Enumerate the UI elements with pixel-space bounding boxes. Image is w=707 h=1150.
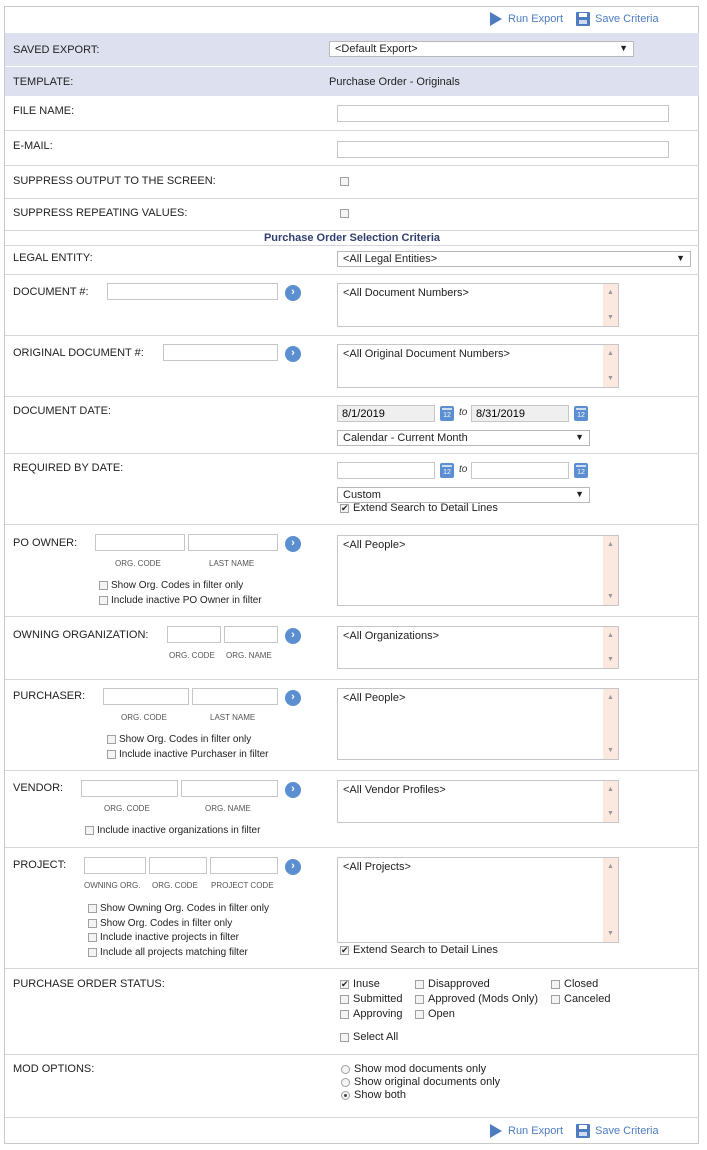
scrollbar[interactable] <box>603 284 618 326</box>
save-criteria-link[interactable]: Save Criteria <box>595 13 659 25</box>
legal-entity-value: <All Legal Entities> <box>343 253 438 265</box>
po-owner-go-icon[interactable]: › <box>285 536 301 552</box>
status-inuse-checkbox[interactable]: ✔ <box>341 979 349 989</box>
calendar-icon[interactable]: 12 <box>574 406 588 421</box>
status-approving-checkbox[interactable] <box>340 1010 349 1019</box>
project-inactive-label: Include inactive projects in filter <box>100 932 239 943</box>
po-owner-last-name-input[interactable] <box>188 534 278 551</box>
required-extend-checkbox[interactable]: ✔ <box>341 503 349 513</box>
status-disapproved-label: Disapproved <box>428 978 490 990</box>
required-by-date-to-input[interactable] <box>471 462 569 479</box>
project-extend-label: Extend Search to Detail Lines <box>353 944 498 956</box>
po-owner-show-codes-label: Show Org. Codes in filter only <box>111 580 244 591</box>
legal-entity-select[interactable] <box>337 251 691 267</box>
scroll-down-icon[interactable]: ▼ <box>607 593 614 600</box>
scroll-up-icon[interactable]: ▲ <box>607 632 614 639</box>
purchaser-last-name-caption: LAST NAME <box>210 713 256 722</box>
suppress-repeating-label: SUPPRESS REPEATING VALUES: <box>13 207 188 219</box>
document-date-range-value: Calendar - Current Month <box>343 432 468 444</box>
po-owner-inactive-checkbox[interactable] <box>99 596 108 605</box>
vendor-list[interactable] <box>337 780 619 823</box>
status-canceled-label: Canceled <box>564 993 611 1005</box>
chevron-down-icon: ▼ <box>676 253 685 263</box>
purchaser-show-codes-label: Show Org. Codes in filter only <box>119 734 252 745</box>
po-owner-org-code-input[interactable] <box>95 534 185 551</box>
owning-org-list[interactable] <box>337 626 619 669</box>
scroll-up-icon[interactable]: ▲ <box>607 350 614 357</box>
file-name-label: FILE NAME: <box>13 105 75 117</box>
purchaser-inactive-label: Include inactive Purchaser in filter <box>119 749 269 760</box>
status-submitted-label: Submitted <box>353 993 403 1005</box>
project-show-codes-checkbox[interactable] <box>88 919 97 928</box>
po-status-label: PURCHASE ORDER STATUS: <box>13 978 165 990</box>
vendor-inactive-label: Include inactive organizations in filter <box>97 825 261 836</box>
email-input[interactable] <box>337 141 669 158</box>
project-code-input[interactable] <box>210 857 278 874</box>
scroll-up-icon[interactable]: ▲ <box>607 289 614 296</box>
status-canceled-checkbox[interactable] <box>551 995 560 1004</box>
calendar-icon[interactable]: 12 <box>440 463 454 478</box>
vendor-label: VENDOR: <box>13 782 64 794</box>
list-item[interactable]: <All Original Document Numbers> <box>343 348 510 360</box>
project-show-owning-codes-label: Show Owning Org. Codes in filter only <box>100 903 269 914</box>
legal-entity-label: LEGAL ENTITY: <box>13 252 93 264</box>
original-document-num-go-icon[interactable]: › <box>285 346 301 362</box>
project-extend-checkbox[interactable]: ✔ <box>341 945 349 955</box>
required-by-date-from-input[interactable] <box>337 462 435 479</box>
vendor-org-code-input[interactable] <box>81 780 178 797</box>
status-closed-label: Closed <box>564 978 599 990</box>
vendor-org-code-caption: ORG. CODE <box>104 804 150 813</box>
scroll-up-icon[interactable]: ▲ <box>607 694 614 701</box>
required-extend-label: Extend Search to Detail Lines <box>353 502 498 514</box>
required-by-date-range-select[interactable] <box>337 487 590 503</box>
purchaser-org-code-caption: ORG. CODE <box>121 713 167 722</box>
to-text: to <box>459 464 468 475</box>
scrollbar[interactable] <box>603 627 618 668</box>
file-name-input[interactable] <box>337 105 669 122</box>
document-date-to-input[interactable] <box>471 405 569 422</box>
scroll-up-icon[interactable]: ▲ <box>607 541 614 548</box>
vendor-org-name-input[interactable] <box>181 780 278 797</box>
run-export-icon[interactable] <box>490 12 502 26</box>
mod-options-label: MOD OPTIONS: <box>13 1063 95 1075</box>
list-item[interactable]: <All Projects> <box>343 861 411 873</box>
to-text: to <box>459 407 468 418</box>
document-num-input[interactable] <box>107 283 278 300</box>
scroll-down-icon[interactable]: ▼ <box>607 810 614 817</box>
list-item[interactable]: <All Vendor Profiles> <box>343 784 446 796</box>
po-owner-org-code-caption: ORG. CODE <box>115 559 161 568</box>
original-only-radio[interactable] <box>341 1078 350 1087</box>
owning-org-name-input[interactable] <box>224 626 278 643</box>
list-item[interactable]: <All People> <box>343 539 406 551</box>
save-criteria-link-bottom[interactable]: Save Criteria <box>595 1125 659 1137</box>
suppress-repeating-checkbox[interactable] <box>340 209 349 218</box>
list-item[interactable]: <All People> <box>343 692 406 704</box>
owning-org-label: OWNING ORGANIZATION: <box>13 629 149 641</box>
po-owner-inactive-label: Include inactive PO Owner in filter <box>111 595 262 606</box>
scroll-down-icon[interactable]: ▼ <box>607 656 614 663</box>
status-inuse-label: Inuse <box>353 978 380 990</box>
owning-org-go-icon[interactable]: › <box>285 628 301 644</box>
status-disapproved-checkbox[interactable] <box>415 980 424 989</box>
project-owning-org-caption: OWNING ORG. <box>84 881 141 890</box>
status-select-all-checkbox[interactable] <box>340 1033 349 1042</box>
run-export-link-bottom[interactable]: Run Export <box>508 1125 564 1137</box>
document-date-range-select[interactable] <box>337 430 590 446</box>
purchaser-list[interactable] <box>337 688 619 760</box>
project-inactive-checkbox[interactable] <box>88 933 97 942</box>
saved-export-value: <Default Export> <box>335 43 418 55</box>
vendor-org-name-caption: ORG. NAME <box>205 804 251 813</box>
po-owner-label: PO OWNER: <box>13 537 78 549</box>
status-approving-label: Approving <box>353 1008 403 1020</box>
status-open-checkbox[interactable] <box>415 1010 424 1019</box>
save-icon[interactable] <box>576 1124 590 1138</box>
vendor-go-icon[interactable]: › <box>285 782 301 798</box>
purchaser-inactive-checkbox[interactable] <box>107 750 116 759</box>
project-all-matching-label: Include all projects matching filter <box>100 947 248 958</box>
owning-org-name-caption: ORG. NAME <box>226 651 272 660</box>
original-document-num-label: ORIGINAL DOCUMENT #: <box>13 347 144 359</box>
scroll-up-icon[interactable]: ▲ <box>607 863 614 870</box>
chevron-down-icon: ▼ <box>619 43 628 53</box>
project-code-caption: PROJECT CODE <box>211 881 274 890</box>
vendor-inactive-checkbox[interactable] <box>85 826 94 835</box>
original-document-num-input[interactable] <box>163 344 278 361</box>
purchaser-go-icon[interactable]: › <box>285 690 301 706</box>
saved-export-select[interactable] <box>329 41 634 57</box>
email-label: E-MAIL: <box>13 140 53 152</box>
status-open-label: Open <box>428 1008 455 1020</box>
list-item[interactable]: <All Document Numbers> <box>343 287 469 299</box>
scrollbar[interactable] <box>603 345 618 387</box>
calendar-icon[interactable]: 12 <box>574 463 588 478</box>
owning-org-code-input[interactable] <box>167 626 221 643</box>
document-num-go-icon[interactable]: › <box>285 285 301 301</box>
document-num-label: DOCUMENT #: <box>13 286 89 298</box>
project-org-code-caption: ORG. CODE <box>152 881 198 890</box>
save-icon[interactable] <box>576 12 590 26</box>
document-date-label: DOCUMENT DATE: <box>13 405 111 417</box>
purchaser-label: PURCHASER: <box>13 690 86 702</box>
mod-only-radio[interactable] <box>341 1065 350 1074</box>
project-show-owning-codes-checkbox[interactable] <box>88 904 97 913</box>
mod-only-label: Show mod documents only <box>354 1063 487 1075</box>
original-document-num-list[interactable] <box>337 344 619 388</box>
saved-export-label: SAVED EXPORT: <box>13 44 100 56</box>
purchaser-last-name-input[interactable] <box>192 688 278 705</box>
purchaser-show-codes-checkbox[interactable] <box>107 735 116 744</box>
required-by-date-label: REQUIRED BY DATE: <box>13 462 124 474</box>
scrollbar[interactable] <box>603 781 618 822</box>
status-submitted-checkbox[interactable] <box>340 995 349 1004</box>
scroll-down-icon[interactable]: ▼ <box>607 930 614 937</box>
project-org-code-input[interactable] <box>149 857 207 874</box>
show-both-radio[interactable] <box>341 1091 350 1100</box>
status-select-all-label: Select All <box>353 1031 399 1043</box>
chevron-down-icon: ▼ <box>575 489 584 499</box>
scrollbar[interactable] <box>603 858 618 942</box>
run-export-link[interactable]: Run Export <box>508 13 564 25</box>
scroll-down-icon[interactable]: ▼ <box>607 747 614 754</box>
scrollbar[interactable] <box>603 689 618 759</box>
run-export-icon[interactable] <box>490 1124 502 1138</box>
project-all-matching-checkbox[interactable] <box>88 948 97 957</box>
project-label: PROJECT: <box>13 859 67 871</box>
document-date-from-input[interactable] <box>337 405 435 422</box>
po-owner-show-codes-checkbox[interactable] <box>99 581 108 590</box>
owning-org-code-caption: ORG. CODE <box>169 651 215 660</box>
po-owner-last-name-caption: LAST NAME <box>209 559 255 568</box>
scroll-down-icon[interactable]: ▼ <box>607 314 614 321</box>
document-num-list[interactable] <box>337 283 619 327</box>
selection-criteria-title: Purchase Order Selection Criteria <box>263 232 441 244</box>
project-show-codes-label: Show Org. Codes in filter only <box>100 918 233 929</box>
project-list[interactable] <box>337 857 619 943</box>
template-value: Purchase Order - Originals <box>329 76 460 88</box>
show-both-label: Show both <box>354 1089 406 1101</box>
suppress-output-checkbox[interactable] <box>340 177 349 186</box>
po-owner-list[interactable] <box>337 535 619 606</box>
status-approved-mods-label: Approved (Mods Only) <box>428 993 539 1005</box>
scrollbar[interactable] <box>603 536 618 605</box>
scroll-down-icon[interactable]: ▼ <box>607 375 614 382</box>
required-by-date-range-value: Custom <box>343 489 381 501</box>
calendar-icon[interactable]: 12 <box>440 406 454 421</box>
scroll-up-icon[interactable]: ▲ <box>607 786 614 793</box>
project-owning-org-input[interactable] <box>84 857 146 874</box>
original-only-label: Show original documents only <box>354 1076 501 1088</box>
status-closed-checkbox[interactable] <box>551 980 560 989</box>
purchaser-org-code-input[interactable] <box>103 688 189 705</box>
status-approved-mods-checkbox[interactable] <box>415 995 424 1004</box>
template-label: TEMPLATE: <box>13 76 74 88</box>
chevron-down-icon: ▼ <box>575 432 584 442</box>
suppress-output-label: SUPPRESS OUTPUT TO THE SCREEN: <box>13 175 216 187</box>
list-item[interactable]: <All Organizations> <box>343 630 439 642</box>
project-go-icon[interactable]: › <box>285 859 301 875</box>
